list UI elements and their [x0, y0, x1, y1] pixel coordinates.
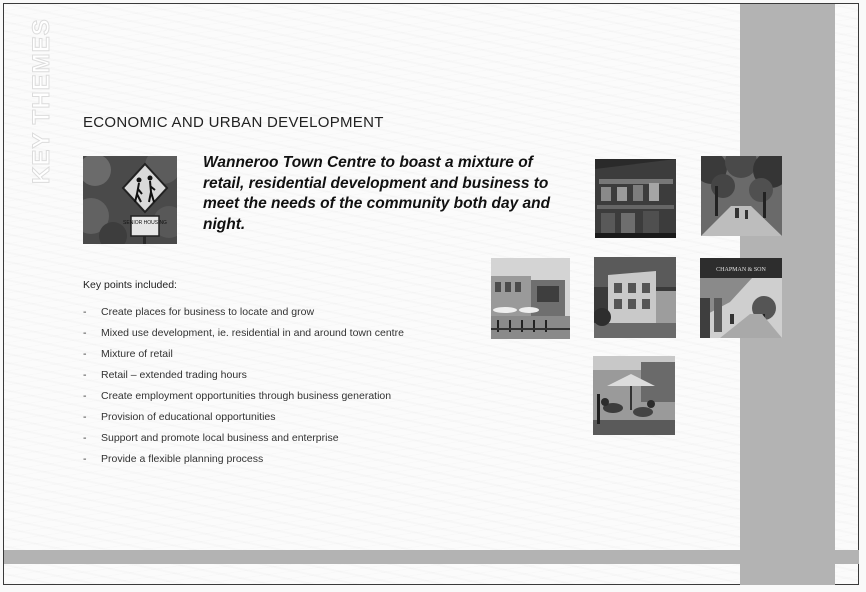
- bullet: -: [83, 348, 87, 360]
- list-item: [83, 389, 443, 410]
- list-item-text: Provide a flexible planning process: [101, 453, 264, 465]
- town-square-photo: [491, 258, 570, 339]
- sign-text: SENIOR HOUSING: [123, 220, 167, 226]
- section-title: ECONOMIC AND URBAN DEVELOPMENT: [83, 114, 384, 131]
- bullet: -: [83, 369, 87, 381]
- list-item-text: Retail – extended trading hours: [101, 369, 247, 381]
- list-item: [83, 410, 443, 431]
- list-item-text: Mixed use development, ie. residential in and around town centre: [101, 327, 404, 339]
- list-item: [83, 452, 443, 473]
- bullet: -: [83, 327, 87, 339]
- outdoor-cafe-photo: [593, 356, 675, 435]
- bullet: -: [83, 390, 87, 402]
- senior-housing-sign-photo: [83, 156, 177, 244]
- side-title: [28, 18, 58, 184]
- list-item: [83, 347, 443, 368]
- bullet: -: [83, 453, 87, 465]
- bullet: -: [83, 432, 87, 444]
- list-item-text: Mixture of retail: [101, 348, 173, 360]
- key-points-list: [83, 305, 443, 473]
- shopfront-photo: [595, 159, 676, 238]
- store-awnings-photo: [700, 258, 782, 338]
- apartment-building-photo: [594, 257, 676, 338]
- side-title-text: KEY THEMES: [28, 18, 55, 184]
- lead-statement: Wanneroo Town Centre to boast a mixture of retail, residential development and business to meet the needs of the community both day and night.: [203, 154, 551, 233]
- list-item-text: Create places for business to locate and grow: [101, 306, 315, 318]
- bullet: -: [83, 306, 87, 318]
- bullet: -: [83, 411, 87, 423]
- list-item-text: Support and promote local business and enterprise: [101, 432, 339, 444]
- key-points-heading: Key points included:: [83, 279, 177, 291]
- list-item-text: Create employment opportunities through business generation: [101, 390, 392, 402]
- list-item: [83, 368, 443, 389]
- list-item: [83, 326, 443, 347]
- list-item: [83, 305, 443, 326]
- tree-lined-street-photo: [701, 156, 782, 236]
- list-item: [83, 431, 443, 452]
- horizontal-accent-bar: [4, 550, 859, 564]
- list-item-text: Provision of educational opportunities: [101, 411, 276, 423]
- store-sign-text: CHAPMAN & SON: [716, 267, 766, 273]
